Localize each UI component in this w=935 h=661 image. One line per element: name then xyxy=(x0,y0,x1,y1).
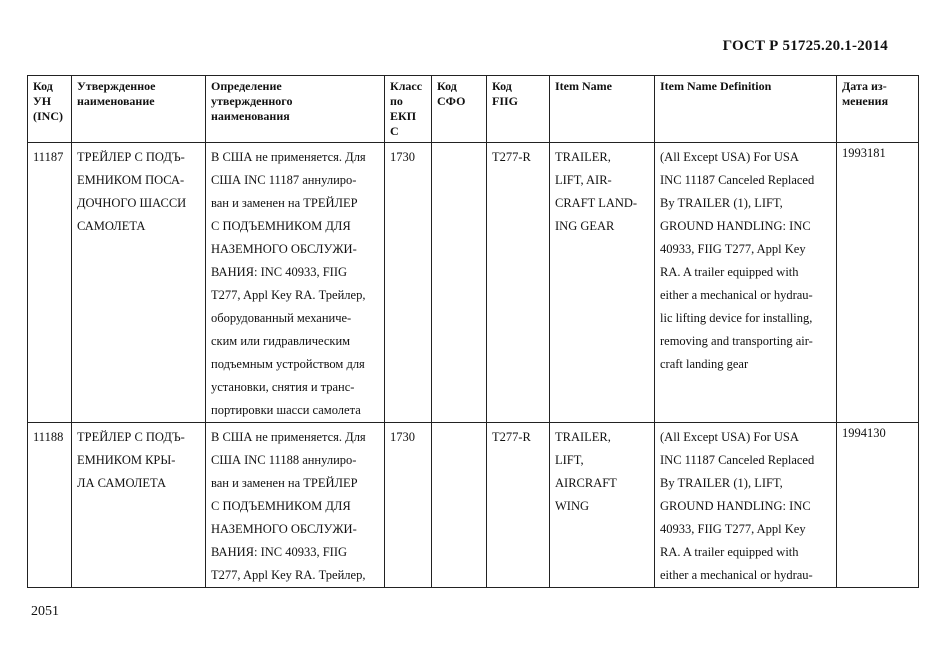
text-line: ЛА САМОЛЕТА xyxy=(77,476,167,490)
text-line: В США не применяется. Для xyxy=(211,150,366,164)
header-class xyxy=(385,76,432,143)
cell-item-name xyxy=(550,423,655,588)
page-number: 2051 xyxy=(31,604,59,619)
text-line: removing and transporting air- xyxy=(660,334,813,348)
text-line: ван и заменен на ТРЕЙЛЕР xyxy=(211,196,358,210)
text-line: ским или гидравлическим xyxy=(211,334,351,348)
text-line: CRAFT LAND- xyxy=(555,196,638,210)
text-line: INC 11187 Canceled Replaced xyxy=(660,173,815,187)
text-line: С ПОДЪЕМНИКОМ ДЛЯ xyxy=(211,499,351,513)
text-line: Item Name xyxy=(555,79,612,93)
text-line: ING GEAR xyxy=(555,219,615,233)
text-line: By TRAILER (1), LIFT, xyxy=(660,196,783,210)
text-line: Код xyxy=(437,79,457,93)
text-line: ван и заменен на ТРЕЙЛЕР xyxy=(211,476,358,490)
text-line: США INC 11188 аннулиро- xyxy=(211,453,357,467)
text-line: ДОЧНОГО ШАССИ xyxy=(77,196,187,210)
cell-approved-name xyxy=(72,423,206,588)
cell-sfo xyxy=(432,423,487,588)
text-line: T277, Appl Key RA. Трейлер, xyxy=(211,568,366,582)
text-line: TRAILER, xyxy=(555,430,611,444)
text-line: наименование xyxy=(77,94,155,108)
header-approved-name xyxy=(72,76,206,143)
text-line: Утвержденное xyxy=(77,79,156,93)
text-line: В США не применяется. Для xyxy=(211,430,366,444)
text-line: GROUND HANDLING: INC xyxy=(660,499,811,513)
text-line: INC 11187 Canceled Replaced xyxy=(660,453,815,467)
cell-definition xyxy=(206,143,385,423)
header-item-name xyxy=(550,76,655,143)
text-line: оборудованный механиче- xyxy=(211,311,352,325)
text-line: портировки шасси самолета xyxy=(211,403,361,417)
cell-sfo xyxy=(432,143,487,423)
header-sfo xyxy=(432,76,487,143)
text-line: Определение xyxy=(211,79,282,93)
cell-item-definition xyxy=(655,423,837,588)
text-line: WING xyxy=(555,499,590,513)
text-line: either a mechanical or hydrau- xyxy=(660,288,813,302)
text-line: 40933, FIIG T277, Appl Key xyxy=(660,522,806,536)
text-line: (INC) xyxy=(33,109,63,123)
cell-definition xyxy=(206,423,385,588)
cell-fiig: T277-R xyxy=(487,143,550,423)
table-row xyxy=(28,423,919,588)
text-line: LIFT, AIR- xyxy=(555,173,612,187)
text-line: 40933, FIIG T277, Appl Key xyxy=(660,242,806,256)
text-line: С ПОДЪЕМНИКОМ ДЛЯ xyxy=(211,219,351,233)
text-line: НАЗЕМНОГО ОБСЛУЖИ- xyxy=(211,242,357,256)
text-line: ТРЕЙЛЕР С ПОДЪ- xyxy=(77,150,185,164)
text-line: ВАНИЯ: INC 40933, FIIG xyxy=(211,545,348,559)
text-line: САМОЛЕТА xyxy=(77,219,146,233)
text-line: ЕМНИКОМ КРЫ- xyxy=(77,453,176,467)
text-line: T277, Appl Key RA. Трейлер, xyxy=(211,288,366,302)
table-header-row xyxy=(28,76,919,143)
cell-inc: 11188 xyxy=(28,423,72,588)
text-line: США INC 11187 аннулиро- xyxy=(211,173,357,187)
table-row xyxy=(28,143,919,423)
text-line: Дата из- xyxy=(842,79,887,93)
text-line: TRAILER, xyxy=(555,150,611,164)
cell-approved-name xyxy=(72,143,206,423)
text-line: craft landing gear xyxy=(660,357,749,371)
text-line: Класс xyxy=(390,79,423,93)
header-definition xyxy=(206,76,385,143)
text-line: наименования xyxy=(211,109,290,123)
text-line: (All Except USA) For USA xyxy=(660,150,799,164)
header-inc xyxy=(28,76,72,143)
text-line: By TRAILER (1), LIFT, xyxy=(660,476,783,490)
text-line: ЕКП xyxy=(390,109,417,123)
header-fiig xyxy=(487,76,550,143)
cell-fiig: T277-R xyxy=(487,423,550,588)
text-line: RA. A trailer equipped with xyxy=(660,545,799,559)
cell-class: 1730 xyxy=(385,423,432,588)
text-line: Код xyxy=(492,79,512,93)
text-line: lic lifting device for installing, xyxy=(660,311,813,325)
text-line: С xyxy=(390,124,399,138)
text-line: AIRCRAFT xyxy=(555,476,617,490)
document-code: ГОСТ Р 51725.20.1-2014 xyxy=(722,38,888,54)
cell-item-definition xyxy=(655,143,837,423)
text-line: either a mechanical or hydrau- xyxy=(660,568,813,582)
text-line: утвержденного xyxy=(211,94,293,108)
text-line: Item Name Definition xyxy=(660,79,772,93)
cell-inc: 11187 xyxy=(28,143,72,423)
text-line: УН xyxy=(33,94,52,108)
text-line: подъемным устройством для xyxy=(211,357,365,371)
catalog-table xyxy=(27,75,919,588)
text-line: ЕМНИКОМ ПОСА- xyxy=(77,173,185,187)
text-line: LIFT, xyxy=(555,453,584,467)
cell-change-date: 1994130 xyxy=(837,423,919,588)
text-line: установки, снятия и транс- xyxy=(211,380,355,394)
text-line: СФО xyxy=(437,94,466,108)
cell-item-name xyxy=(550,143,655,423)
text-line: ТРЕЙЛЕР С ПОДЪ- xyxy=(77,430,185,444)
text-line: менения xyxy=(842,94,889,108)
cell-change-date: 1993181 xyxy=(837,143,919,423)
cell-class: 1730 xyxy=(385,143,432,423)
text-line: ВАНИЯ: INC 40933, FIIG xyxy=(211,265,348,279)
header-item-definition xyxy=(655,76,837,143)
header-change-date xyxy=(837,76,919,143)
text-line: FIIG xyxy=(492,94,519,108)
text-line: (All Except USA) For USA xyxy=(660,430,799,444)
text-line: GROUND HANDLING: INC xyxy=(660,219,811,233)
text-line: по xyxy=(390,94,403,108)
text-line: НАЗЕМНОГО ОБСЛУЖИ- xyxy=(211,522,357,536)
text-line: Код xyxy=(33,79,53,93)
text-line: RA. A trailer equipped with xyxy=(660,265,799,279)
